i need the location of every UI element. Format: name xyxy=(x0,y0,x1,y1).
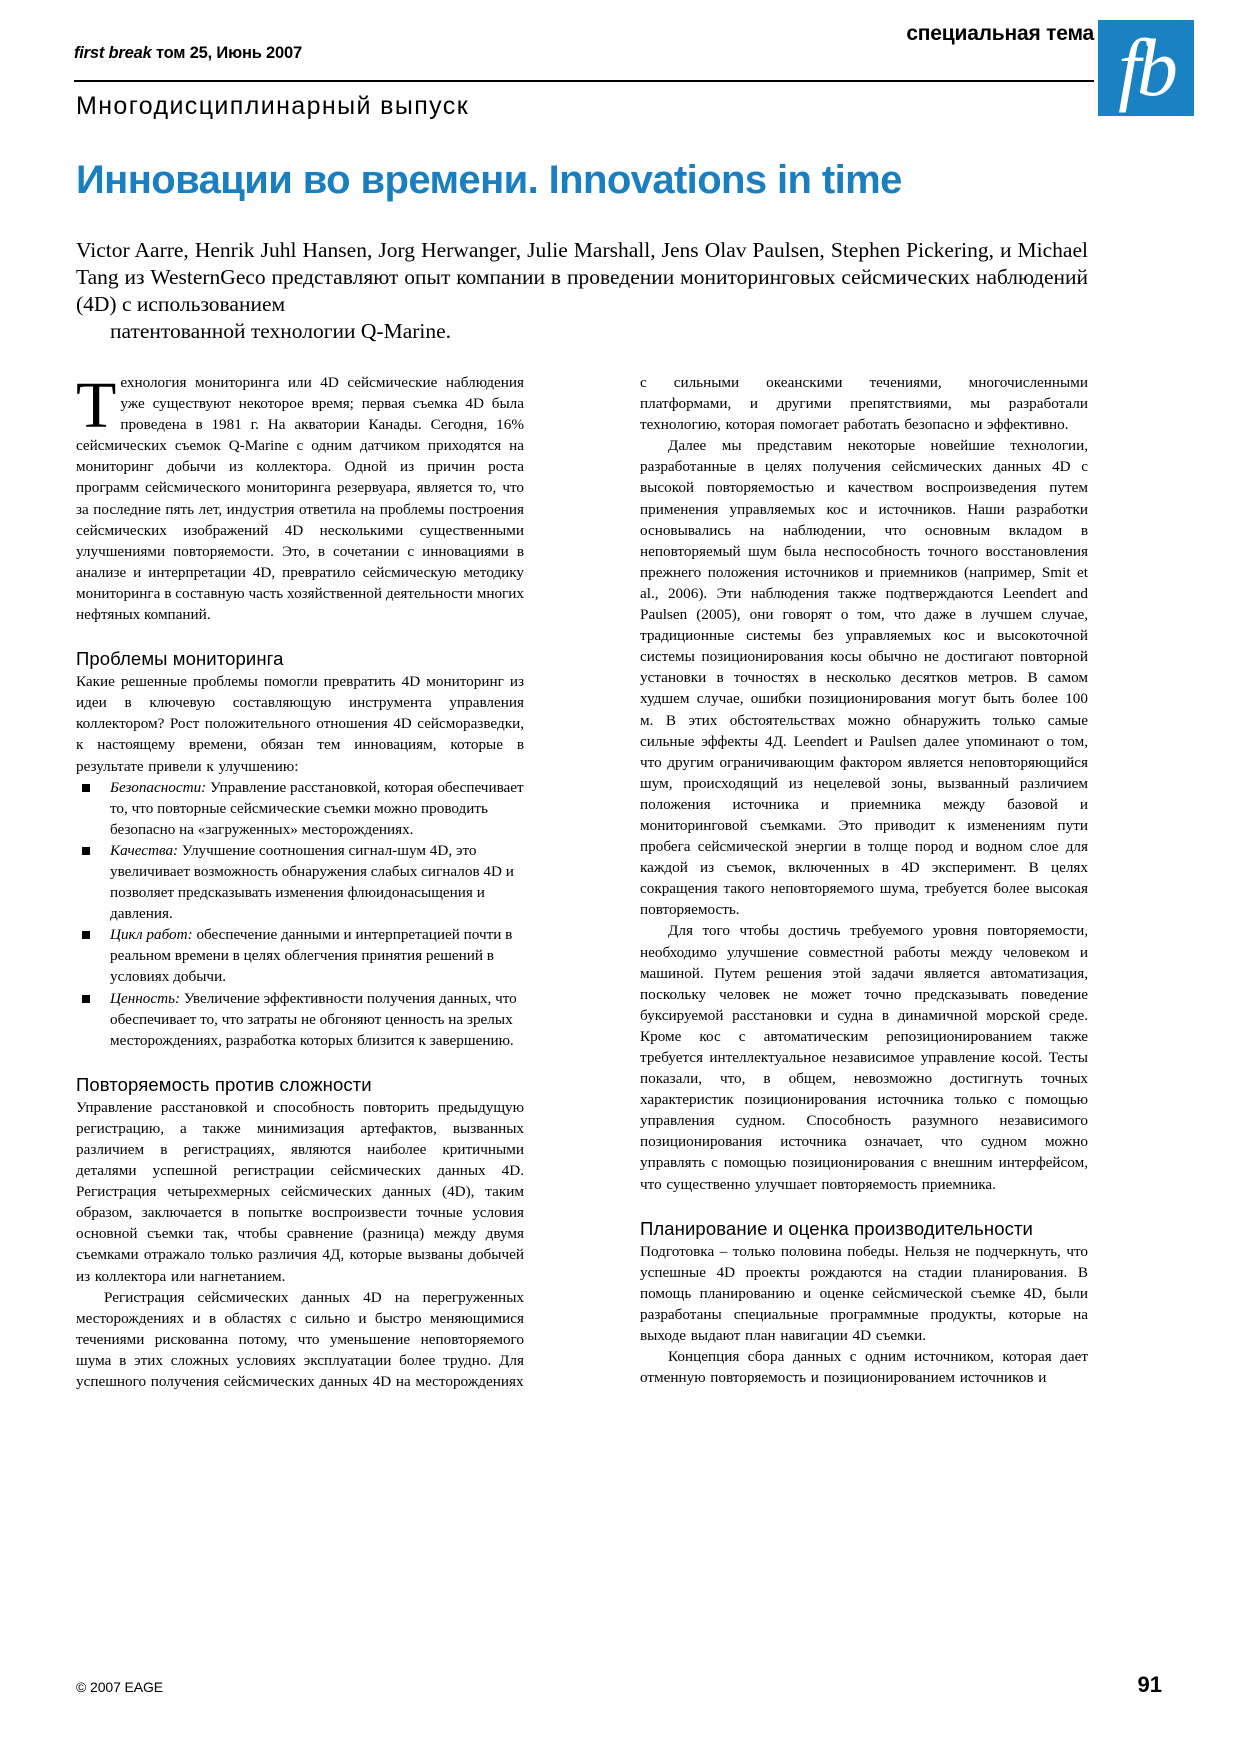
first-break-logo xyxy=(1098,20,1194,116)
fb-logo-text: fb xyxy=(1118,22,1174,113)
right-column xyxy=(640,372,1088,1388)
journal-issue-line xyxy=(74,44,302,63)
left-column xyxy=(76,369,524,1392)
paragraph-concept: Концепция сбора данных с одним источником, которая дает отменную повторяемость и позиционированием источников и xyxy=(640,1348,1088,1387)
bullet-square-icon xyxy=(82,847,90,855)
bullet-square-icon xyxy=(82,995,90,1003)
page-number: 91 xyxy=(1137,1672,1162,1697)
masthead-rule xyxy=(74,80,1094,82)
paragraph-currents: с сильными океанскими течениями, многочисленными платформами, и другими препятствиями, мы разработали технологию, которая помогает работать безопасно и эффективно. xyxy=(640,374,1088,434)
paragraph-repeatability: Управление расстановкой и способность повторить предыдущую регистрацию, а также минимизация артефактов, вызванных различием в регистрациях, являются наиболее критичными деталями успешной регистрации сейсмических данных 4D. Регистрация четырехмерных сейсмических данных (4D), таким образом, заключается в попытке воспроизвести точные условия основной съемки так, чтобы сравнение (разница) между двумя съемками отражало только различия 4Д, которые вызваны добычей из коллектора или нагнетанием. xyxy=(76,1098,524,1285)
section-heading-repeatability: Повторяемость против сложности xyxy=(76,1073,372,1095)
section-heading-monitoring-problems: Проблемы мониторинга xyxy=(76,648,284,670)
list-item xyxy=(76,840,524,924)
paragraph-technologies: Далее мы представим некоторые новейшие технологии, разработанные в целях получения сейсмических данных 4D с высокой повторяемостью и качеством воспроизведения путем применения управляемых кос и источников. Наши разработки основывались на наблюдении, что основным вкладом в неповторяемый шум была неспособность точного восстановления прежнего положения источников и приемников (например, Smit et al., 2006). Эти наблюдения также подтверждаются Leendert and Paulsen (2005), они говорят о том, что даже в лучшем случае, традиционные системы без управляемых кос и высокоточной системы позиционирования косы обычно не достигают повторной установки в точностях в несколько десятков метров. В самом худшем случае, ошибки позиционирования могут быть более 100 м. В этих обстоятельствах можно обнаружить только самые сильные эффекты 4Д. Leendert и Paulsen далее упоминают о том, что другим ограничивающим фактором является неповторяющийся шум, происходящий из нецелевой зоны, вызванный различием положения источника и приемника между базовой и мониторинговой съемками. Это приводит к изменениям пути пробега сейсмической энергии в толще пород и водном слое для каждой из съемок, включенных в 4D эксперимент. В целях сокращения такого неповторяемого шума, требуется более высокая повторяемость. xyxy=(640,437,1088,919)
paragraph-registration: Регистрация сейсмических данных 4D на перегруженных месторождениях и в областях с сильно и быстро меняющимися течениями рискованна потому, что уменьшение неповторяемого шума в этих сложных условиях эксплуатации более трудно. Для успешного получения сейсмических данных 4D на месторождениях xyxy=(76,1288,524,1391)
bullet-text: Управление расстановкой, которая обеспечивает то, что повторные сейсмические съемки можно проводить безопасно на «загруженных» месторождениях. xyxy=(110,778,524,838)
bullet-square-icon xyxy=(82,931,90,939)
authors-block xyxy=(76,237,1088,345)
list-item xyxy=(76,924,524,987)
bullet-text: обеспечение данными и интерпретацией почти в реальном времени в целях облегчения принятия решений в условиях добычи. xyxy=(110,926,513,986)
issue-text: том 25, Июнь 2007 xyxy=(151,44,302,62)
bullet-text: Улучшение соотношения сигнал-шум 4D, это увеличивает возможность обнаружения слабых сигналов 4D и позволяет предсказывать изменения флюидонасыщения и давления. xyxy=(110,841,514,923)
page-title: Инновации во времени. Innovations in time xyxy=(76,158,902,202)
section-topic: специальная тема xyxy=(906,22,1094,45)
bullet-term: Безопасности: xyxy=(110,778,207,796)
paragraph-preparation: Подготовка – только половина победы. Нельзя не подчеркнуть, что успешные 4D проекты рождаются на стадии планирования. В помощь планированию и оценке сейсмической съемке 4D, были разработаны специальные программные продукты, которые на выходе выдают план навигации 4D съемки. xyxy=(640,1242,1088,1345)
section-heading-planning: Планирование и оценка производительности xyxy=(640,1217,1033,1239)
bullet-text: Увеличение эффективности получения данных, что обеспечивает то, что затраты не обгоняют ценность на зрелых месторождениях, разработка которых близится к завершению. xyxy=(110,989,517,1049)
masthead xyxy=(74,22,1094,92)
paragraph-monitoring-problems: Какие решенные проблемы помогли превратить 4D мониторинг из идеи в ключевую составляющую инструмента управления коллектором? Рост положительного отношения 4D сейсморазведки, к настоящему времени, обязан тем инновациям, которые в результате привели к улучшению: xyxy=(76,673,524,775)
authors-line-4: патентованной технологии Q-Marine. xyxy=(110,319,452,343)
bullet-term: Ценность: xyxy=(110,989,181,1007)
copyright-notice: © 2007 EAGE xyxy=(76,1679,164,1695)
list-item xyxy=(76,777,524,840)
journal-name: first break xyxy=(74,44,152,62)
authors-line-1: Victor Aarre, Henrik Juhl Hansen, Jorg Herwanger, Julie Marshall, Jens Olav Paulsen, xyxy=(76,238,825,262)
improvements-bullet-list xyxy=(76,777,524,1051)
paragraph-automation: Для того чтобы достичь требуемого уровня повторяемости, необходимо улучшение совместной работы между человеком и машиной. Путем решения этой задачи является автоматизация, поскольку человек не может точно предсказывать поведение буксируемой расстановки и судна в динамичной морской среде. Кроме кос с автоматическим репозиционированием также требуется интеллектуальное независимое управление косой. Тесты показали, что, в общем, невозможно достигнуть точных характеристик позиционирования источника только с помощью управления судном. Способность разумного независимого позиционирования источника означает, что судном можно управлять с помощью позиционирования с внешним интерфейсом, что существенно улучшает повторяемость приемника. xyxy=(640,922,1088,1193)
intro-paragraph-text: ехнология мониторинга или 4D сейсмические наблюдения уже существуют некоторое время; первая съемка 4D была проведена в 1981 г. На акватории Канады. Сегодня, 16% сейсмических съемок Q-Marine с одним датчиком приходятся на мониторинг добычи из коллектора. Одной из причин роста программ сейсмического мониторинга резервуара, является то, что за последние пять лет, индустрия ответила на проблемы построения сейсмических изображений 4D несколькими существенными улучшениями повторяемости. Это, в сочетании с инновациями в анализе и интерпретации 4D, превратило сейсмическую методику мониторинга в составную часть хозяйственной деятельности многих нефтяных компаний. xyxy=(76,374,524,624)
drop-cap: Т xyxy=(76,369,117,442)
bullet-square-icon xyxy=(82,784,90,792)
bullet-term: Цикл работ: xyxy=(110,926,193,944)
bullet-term: Качества: xyxy=(110,841,179,859)
authors-line-2: Stephen Pickering, и Michael Tang из WesternGeco представляют опыт компании в xyxy=(76,238,1088,289)
intro-paragraph xyxy=(76,369,524,625)
issue-heading: Многодисциплинарный выпуск xyxy=(76,92,470,120)
list-item xyxy=(76,988,524,1051)
authors-line-3: проведении мониторинговых сейсмических наблюдений (4D) с использованием xyxy=(76,265,1089,316)
